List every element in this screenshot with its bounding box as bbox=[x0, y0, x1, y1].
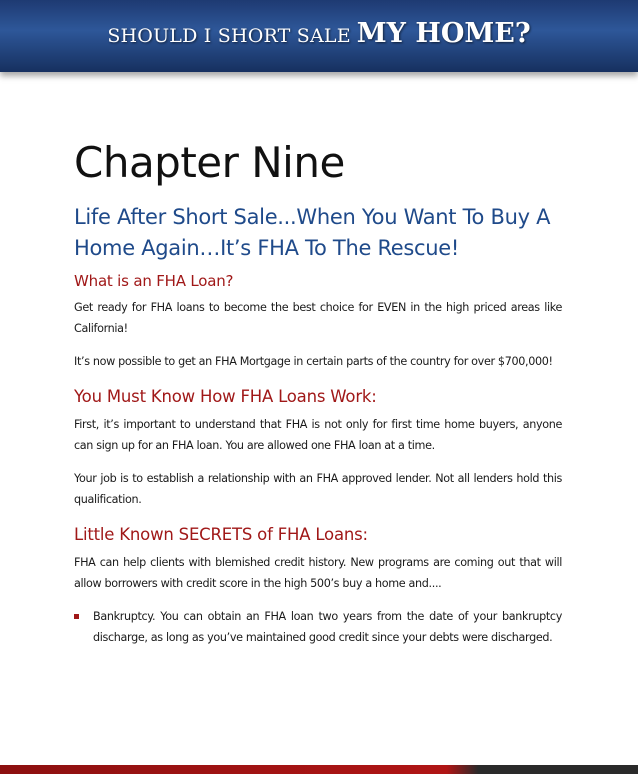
banner-title-part1: SHOULD I SHORT SALE bbox=[107, 25, 351, 47]
paragraph: Your job is to establish a relationship with an FHA approved lender. Not all lenders hold this qualification. bbox=[74, 472, 562, 507]
paragraph: It’s now possible to get an FHA Mortgage in certain parts of the country for over $700,000! bbox=[74, 355, 553, 369]
footer-bar bbox=[0, 765, 638, 774]
list-item bbox=[74, 606, 562, 648]
square-bullet-icon bbox=[74, 614, 79, 619]
page-content bbox=[74, 138, 562, 648]
paragraph: First, it’s important to understand that FHA is not only for first time home buyers, anyone can sign up for an FHA loan. You are allowed one FHA loan at a time. bbox=[74, 418, 562, 453]
header-banner bbox=[0, 0, 638, 72]
bullet-list bbox=[74, 606, 562, 648]
paragraph: FHA can help clients with blemished credit history. New programs are coming out that will allow borrowers with credit score in the high 500’s buy a home and.... bbox=[74, 556, 562, 591]
chapter-title: Chapter Nine bbox=[74, 138, 345, 187]
section-heading-how-fha-works: You Must Know How FHA Loans Work: bbox=[74, 387, 377, 407]
section-heading-what-is-fha: What is an FHA Loan? bbox=[74, 272, 234, 291]
chapter-subtitle: Life After Short Sale...When You Want To Buy A Home Again…It’s FHA To The Rescue! bbox=[74, 205, 551, 261]
list-item-text: Bankruptcy. You can obtain an FHA loan two years from the date of your bankruptcy discharge, as long as you’ve maintained good credit since your debts were discharged. bbox=[93, 610, 562, 645]
banner-title bbox=[0, 18, 638, 49]
section-heading-secrets: Little Known SECRETS of FHA Loans: bbox=[74, 525, 368, 545]
paragraph: Get ready for FHA loans to become the best choice for EVEN in the high priced areas like California! bbox=[74, 301, 562, 336]
banner-title-part2: MY HOME? bbox=[356, 18, 531, 49]
